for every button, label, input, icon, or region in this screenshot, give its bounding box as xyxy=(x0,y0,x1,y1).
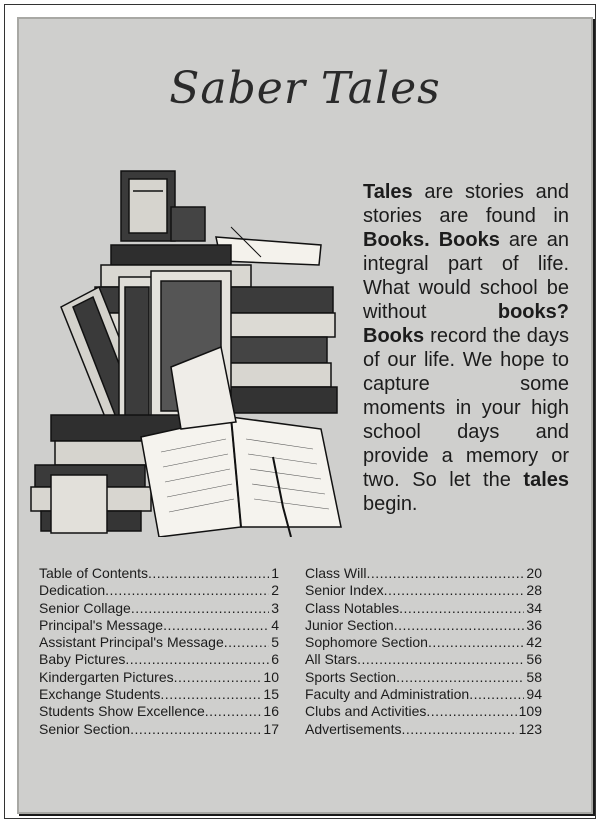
toc-leader-dots xyxy=(148,565,269,582)
toc-entry xyxy=(39,651,279,668)
toc-leader-dots xyxy=(163,617,269,634)
toc-leader-dots xyxy=(105,582,269,599)
toc-entry-page-number: 58 xyxy=(526,668,542,685)
intro-text xyxy=(430,229,439,251)
toc-leader-dots xyxy=(399,600,524,617)
toc-entry-label: Students Show Excellence xyxy=(39,703,205,720)
toc-entry xyxy=(39,600,279,617)
toc-entry-label: Sophomore Section xyxy=(305,634,428,651)
toc-leader-dots xyxy=(125,651,269,668)
toc-entry-label: All Stars xyxy=(305,651,358,668)
toc-entry-page-number: 2 xyxy=(271,582,279,599)
toc-entry-page-number: 20 xyxy=(526,565,542,581)
toc-entry xyxy=(305,582,542,599)
toc-entry-page-number: 15 xyxy=(263,686,279,703)
toc-entry-label: Assistant Principal's Message xyxy=(39,634,224,651)
toc-leader-dots xyxy=(396,669,524,686)
toc-entry-label: Sports Section xyxy=(305,668,397,685)
toc-entry-page-number: 5 xyxy=(271,634,279,651)
table-of-contents-right-column xyxy=(305,565,542,738)
toc-entry-label: Exchange Students xyxy=(39,686,161,703)
intro-bold-word: Tales xyxy=(363,181,413,203)
intro-text: record the days of our life. We hope to capture some moments in your high school days and provide a memory or two. So let the xyxy=(363,325,569,491)
stack-of-books-illustration xyxy=(21,167,347,537)
toc-entry-page-number: 17 xyxy=(263,720,279,737)
toc-entry-page-number: 56 xyxy=(526,651,542,668)
toc-entry-label: Principal's Message xyxy=(39,616,164,633)
toc-entry-label: Junior Section xyxy=(305,616,394,633)
toc-entry xyxy=(305,721,542,738)
toc-entry xyxy=(39,703,279,720)
toc-leader-dots xyxy=(428,634,524,651)
toc-entry-page-number: 36 xyxy=(526,616,542,633)
toc-entry-page-number: 6 xyxy=(271,651,279,668)
toc-entry-label: Kindergarten Pictures xyxy=(39,668,174,685)
toc-leader-dots xyxy=(130,721,261,738)
intro-bold-word: Books xyxy=(363,325,425,347)
toc-entry-page-number: 1 xyxy=(271,565,279,581)
toc-entry-page-number: 28 xyxy=(526,582,542,599)
page-frame xyxy=(4,4,596,819)
toc-entry xyxy=(305,565,542,582)
toc-entry xyxy=(305,651,542,668)
toc-entry-label: Senior Index xyxy=(305,582,384,599)
toc-entry-label: Table of Contents xyxy=(39,565,148,581)
toc-leader-dots xyxy=(426,703,516,720)
intro-bold-word: Books xyxy=(438,229,500,251)
intro-text: are an integral part of life. What would school be without xyxy=(363,229,569,323)
toc-entry-label: Clubs and Activities xyxy=(305,703,427,720)
toc-entry xyxy=(305,600,542,617)
toc-entry xyxy=(39,617,279,634)
toc-entry xyxy=(305,669,542,686)
toc-entry-label: Senior Section xyxy=(39,720,131,737)
toc-entry-page-number: 34 xyxy=(526,599,542,616)
toc-entry-page-number: 109 xyxy=(518,703,542,720)
page-title: Saber Tales xyxy=(169,63,441,114)
toc-entry xyxy=(305,686,542,703)
toc-entry xyxy=(39,565,279,582)
toc-leader-dots xyxy=(394,617,525,634)
toc-leader-dots xyxy=(384,582,525,599)
toc-leader-dots xyxy=(224,634,269,651)
toc-entry-page-number: 4 xyxy=(271,616,279,633)
toc-entry-page-number: 3 xyxy=(271,599,279,616)
toc-leader-dots xyxy=(366,565,524,582)
toc-entry-label: Class Notables xyxy=(305,599,400,616)
intro-bold-word: Books. xyxy=(363,229,430,251)
intro-text: are stories and stories are found in xyxy=(363,181,569,227)
toc-leader-dots xyxy=(174,669,262,686)
toc-entry-label: Advertisements xyxy=(305,720,402,737)
intro-paragraph xyxy=(363,180,569,516)
toc-entry-page-number: 123 xyxy=(518,720,542,737)
toc-entry-label: Faculty and Administration xyxy=(305,686,470,703)
toc-leader-dots xyxy=(205,703,262,720)
toc-entry xyxy=(39,582,279,599)
toc-entry-page-number: 42 xyxy=(526,634,542,651)
toc-entry xyxy=(305,634,542,651)
yearbook-page xyxy=(17,17,593,814)
toc-entry xyxy=(305,617,542,634)
intro-bold-word: books? xyxy=(497,301,569,323)
toc-leader-dots xyxy=(131,600,269,617)
toc-entry xyxy=(39,721,279,738)
toc-entry xyxy=(39,634,279,651)
toc-entry-label: Senior Collage xyxy=(39,599,131,616)
toc-leader-dots xyxy=(160,686,261,703)
intro-text: begin. xyxy=(363,493,418,515)
toc-entry-page-number: 10 xyxy=(263,668,279,685)
table-of-contents-left-column xyxy=(39,565,279,738)
toc-entry xyxy=(305,703,542,720)
toc-entry-label: Baby Pictures xyxy=(39,651,126,668)
toc-entry-label: Class Will xyxy=(305,565,367,581)
toc-entry-label: Dedication xyxy=(39,582,106,599)
intro-bold-word: tales xyxy=(523,469,569,491)
toc-entry-page-number: 94 xyxy=(526,686,542,703)
toc-leader-dots xyxy=(469,686,524,703)
toc-entry xyxy=(39,686,279,703)
toc-entry xyxy=(39,669,279,686)
toc-entry-page-number: 16 xyxy=(263,703,279,720)
toc-leader-dots xyxy=(357,651,524,668)
toc-leader-dots xyxy=(401,721,516,738)
